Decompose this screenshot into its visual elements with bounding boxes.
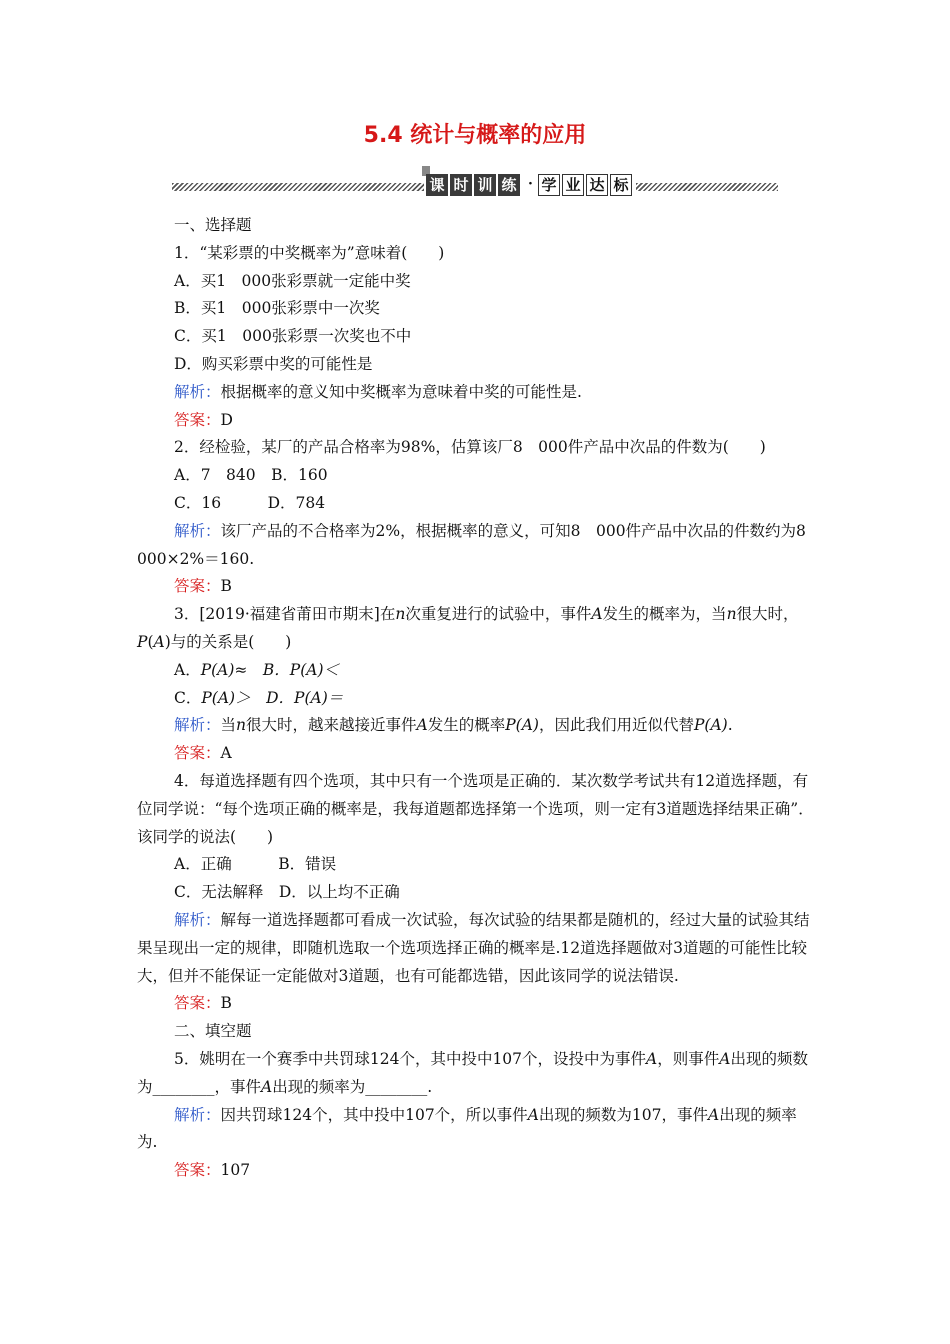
text: )与的关系是( ) [164, 632, 292, 651]
math-var: P [137, 632, 148, 651]
question-stem: 4．每道选择题有四个选项，其中只有一个选项是正确的．某次数学考试共有12道选择题，有位同学说：“每个选项正确的概率是，我每道题都选择第一个选项，则一定有3道题选择结果正确”．该同学的说法( ) [137, 771, 814, 846]
analysis [137, 518, 822, 574]
answer [137, 1157, 817, 1185]
banner-dark-group [426, 174, 520, 196]
text: . [727, 716, 733, 735]
text: 发生的概率 [427, 716, 506, 735]
analysis-text: 解每一道选择题都可看成一次试验，每次试验的结果都是随机的，经过大量的试验其结果呈现出一定的规律，即随机选取一个选项选择正确的概率是.12道选择题做对3道题的可能性比较大，但并不能保证一定能做对3道题，也有可能都选错，因此该同学的说法错误. [137, 910, 810, 985]
analysis-label: 解析： [174, 1105, 221, 1124]
question-option: A．7 840 B．160 [174, 466, 328, 485]
analysis [137, 712, 817, 740]
analysis-label: 解析： [174, 716, 221, 735]
section-heading: 二、填空题 [174, 1022, 252, 1041]
banner-char: 课 [426, 174, 448, 196]
question-stem [137, 601, 817, 657]
answer-label: 答案： [174, 744, 221, 763]
question-option: A．买1 000张彩票就一定能中奖 [174, 271, 411, 290]
section-heading: 一、选择题 [174, 216, 252, 234]
banner-hatch-right [636, 183, 778, 191]
question-option: C．无法解释 D．以上均不正确 [174, 883, 400, 902]
math-var: n [395, 605, 406, 624]
math-text: P(A)≈ B．P(A)＜ [200, 660, 340, 679]
banner-char: 标 [610, 174, 632, 196]
math-text: P(A)＞ D．P(A)＝ [201, 688, 344, 707]
analysis-text: 该厂产品的不合格率为2%，根据概率的意义，可知8 000件产品中次品的件数约为8 000×2%＝160. [137, 521, 822, 568]
text: 出现的频数为________，事件 [137, 1049, 808, 1096]
banner-hatch-left [172, 183, 424, 191]
banner-char: 业 [562, 174, 584, 196]
section-banner [172, 174, 778, 198]
question-stem: 2．经检验，某厂的产品合格率为98%，估算该厂8 000件产品中次品的件数为( ) [174, 438, 766, 457]
question-stem [137, 1046, 817, 1102]
answer [137, 990, 817, 1018]
text: 出现的频数为107，事件 [538, 1105, 708, 1124]
text: ，因此我们用近似代替 [538, 716, 694, 735]
text: ，则事件 [657, 1049, 720, 1068]
math-text: P(A) [505, 716, 539, 735]
math-var: A [719, 1049, 731, 1068]
analysis [137, 379, 817, 407]
answer-label: 答案： [174, 1161, 221, 1180]
banner-char: 练 [498, 174, 520, 196]
question-option: C．买1 000张彩票一次奖也不中 [174, 327, 412, 346]
answer-value: B [220, 577, 232, 596]
banner-light-group [538, 174, 632, 196]
text: ( [147, 632, 154, 651]
answer-value: D [220, 410, 233, 429]
answer-label: 答案： [174, 577, 221, 596]
question-option: A．正确 B．错误 [174, 855, 337, 874]
analysis [137, 1102, 817, 1158]
text: 发生的概率为，当 [602, 605, 727, 624]
answer [137, 740, 817, 768]
math-var: n [726, 605, 737, 624]
analysis-label: 解析： [174, 910, 221, 929]
analysis-label: 解析： [174, 521, 221, 540]
answer-label: 答案： [174, 410, 221, 429]
text: C． [174, 688, 202, 707]
text: 很大时， [736, 605, 799, 624]
text: 次重复进行的试验中，事件 [405, 605, 592, 624]
analysis-label: 解析： [174, 382, 221, 401]
question-content [137, 212, 822, 1185]
answer-label: 答案： [174, 994, 221, 1013]
banner-char: 时 [450, 174, 472, 196]
text: 很大时，越来越接近事件 [246, 716, 417, 735]
question-option [137, 685, 817, 713]
question-stem: 1．“某彩票的中奖概率为”意味着( ) [174, 243, 445, 262]
math-var: A [527, 1105, 539, 1124]
question-option: C．16 D．784 [174, 493, 326, 512]
text: 当 [220, 716, 237, 735]
answer-value: B [220, 994, 232, 1013]
math-var: A [416, 716, 428, 735]
math-var: A [153, 632, 165, 651]
text: 因共罚球124个，其中投中107个，所以事件 [220, 1105, 528, 1124]
answer [137, 573, 817, 601]
banner-char: 学 [538, 174, 560, 196]
math-var: A [646, 1049, 658, 1068]
math-var: A [261, 1077, 273, 1096]
math-var: A [707, 1105, 720, 1124]
text: 3．[2019·福建省莆田市期末]在 [174, 605, 396, 624]
math-var: A [591, 605, 603, 624]
math-text: P(A) [693, 716, 728, 735]
question-option: D．购买彩票中奖的可能性是 [174, 354, 373, 373]
banner-char: 训 [474, 174, 496, 196]
text: 出现的频率为________. [272, 1077, 433, 1096]
answer [137, 407, 817, 435]
text: A． [174, 660, 201, 679]
text: 5．姚明在一个赛季中共罚球124个，其中投中107个，设投中为事件 [174, 1049, 647, 1068]
banner-char: 达 [586, 174, 608, 196]
text: 出现的频率为. [137, 1105, 797, 1152]
analysis [137, 907, 817, 990]
answer-value: A [220, 744, 232, 763]
question-option: B．买1 000张彩票中一次奖 [174, 299, 380, 318]
math-var: n [236, 716, 247, 735]
analysis-text: 根据概率的意义知中奖概率为意味着中奖的可能性是. [220, 382, 582, 401]
page-title: 5.4 统计与概率的应用 [363, 123, 587, 148]
banner-separator: · [528, 176, 533, 192]
question-option [137, 657, 817, 685]
answer-value: 107 [220, 1161, 251, 1180]
